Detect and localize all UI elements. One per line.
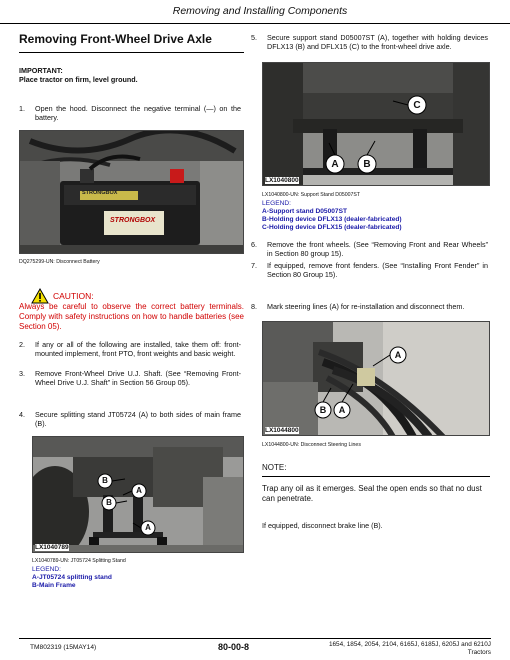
caution-text: Always be careful to observe the correct battery terminals. Comply with safety instructions on how to handle batteries (see Section 05). (19, 302, 244, 331)
step-1 (19, 104, 241, 122)
footer-rule (19, 638, 491, 639)
legend-title: LEGEND: (262, 200, 291, 207)
callout-b: B (319, 405, 327, 415)
battery-photo (19, 130, 244, 254)
legend-item: A-JT05724 splitting stand (32, 574, 112, 581)
step-number: 6. (251, 240, 257, 249)
figure-id: LX1040789 (35, 544, 69, 551)
note-text: Trap any oil as it emerges. Seal the open ends so that no dust can penetrate. (262, 484, 482, 503)
battery-figure-ref: DQ275299-UN: Disconnect Battery (19, 259, 100, 265)
section-title: Removing Front-Wheel Drive Axle (19, 32, 212, 46)
footer-doc-id: TM802319 (15MAY14) (30, 644, 97, 651)
caution-label: CAUTION: (53, 291, 94, 301)
step-number: 5. (251, 33, 257, 42)
note-label: NOTE: (262, 463, 287, 472)
steering-lines-photo (262, 321, 490, 436)
steering-lines-figure-ref: LX1044800-UN: Disconnect Steering Lines (262, 442, 361, 448)
brake-line-step (262, 521, 490, 530)
footer-page-number: 80-00-8 (218, 642, 250, 652)
step-number: 1. (19, 104, 25, 113)
step-number: 8. (251, 302, 257, 311)
battery-box-brand: STRONGBOX (82, 190, 118, 196)
step-number: 7. (251, 261, 257, 270)
callout-a: A (338, 405, 346, 415)
support-stand-photo (262, 62, 490, 186)
callout-a: A (145, 523, 151, 532)
callout-b: B (363, 159, 371, 170)
callout-c: C (413, 100, 421, 111)
page-header (0, 0, 510, 24)
callout-a: A (136, 486, 142, 495)
step-4 (19, 410, 241, 428)
support-stand-callouts (263, 63, 490, 186)
brake-line-text: If equipped, disconnect brake line (B). (262, 521, 383, 530)
step-text: If equipped, remove front fenders. (See “Installing Front Fender” in Section 80 Group 15). (267, 261, 488, 279)
splitting-stand-callouts (33, 437, 244, 553)
step-text: Secure support stand D05007ST (A), together with holding devices DFLX13 (B) and DFLX15 (C) to the front-wheel drive axle. (267, 33, 488, 51)
legend-item: C-Holding device DFLX15 (dealer-fabricated) (262, 224, 402, 231)
splitting-stand-legend (32, 566, 112, 590)
splitting-stand-photo (32, 436, 244, 553)
note-rule (262, 476, 490, 477)
legend-item: A-Support stand D05007ST (262, 208, 348, 215)
step-8 (251, 302, 491, 311)
step-number: 3. (19, 369, 25, 378)
steering-lines-callouts (263, 322, 490, 436)
legend-title: LEGEND: (32, 566, 61, 573)
step-text: If any or all of the following are installed, take them off: front-mounted implement, front PTO, front weights and basic weight. (35, 340, 241, 358)
important-label: IMPORTANT: (19, 66, 63, 75)
legend-item: B-Main Frame (32, 582, 76, 589)
section-title-rule (19, 52, 244, 53)
step-3 (19, 369, 241, 387)
callout-a: A (331, 159, 339, 170)
figure-id: LX1044800 (265, 427, 299, 434)
step-text: Mark steering lines (A) for re-installation and disconnect them. (267, 302, 465, 311)
important-note (19, 66, 138, 84)
figure-id: LX1040800 (265, 177, 299, 184)
splitting-stand-figure-ref: LX1040789-UN: JT05724 Splitting Stand (32, 558, 126, 564)
callout-b: B (102, 476, 108, 485)
step-number: 4. (19, 410, 25, 419)
callout-b: B (106, 498, 112, 507)
legend-item: B-Holding device DFLX13 (dealer-fabricated) (262, 216, 402, 223)
support-stand-figure-ref: LX1040800-UN: Support Stand D05007ST (262, 192, 361, 198)
callout-a: A (394, 350, 402, 360)
step-6 (251, 240, 488, 258)
step-5 (251, 33, 488, 51)
step-text: Secure splitting stand JT05724 (A) to both sides of main frame (B). (35, 410, 241, 428)
running-title: Removing and Installing Components (172, 5, 348, 17)
step-number: 2. (19, 340, 25, 349)
step-2 (19, 340, 241, 358)
footer-models-line-1: 1654, 1854, 2054, 2104, 6165J, 6185J, 6205J and 6210J (328, 641, 491, 648)
important-text: Place tractor on firm, level ground. (19, 75, 138, 84)
step-text: Remove Front-Wheel Drive U.J. Shaft. (See “Removing Front-Wheel Drive U.J. Shaft” in Section 56 Group 05). (35, 369, 241, 387)
step-7 (251, 261, 488, 279)
support-stand-legend (262, 200, 402, 232)
battery-box-brand-2: STRONGBOX (110, 217, 156, 224)
step-text: Open the hood. Disconnect the negative terminal (—) on the battery. (35, 104, 241, 122)
footer-models-line-2: Tractors (467, 649, 491, 656)
step-text: Remove the front wheels. (See “Removing Front and Rear Wheels” in Section 80 group 15). (267, 240, 488, 258)
footer-models (262, 641, 491, 657)
